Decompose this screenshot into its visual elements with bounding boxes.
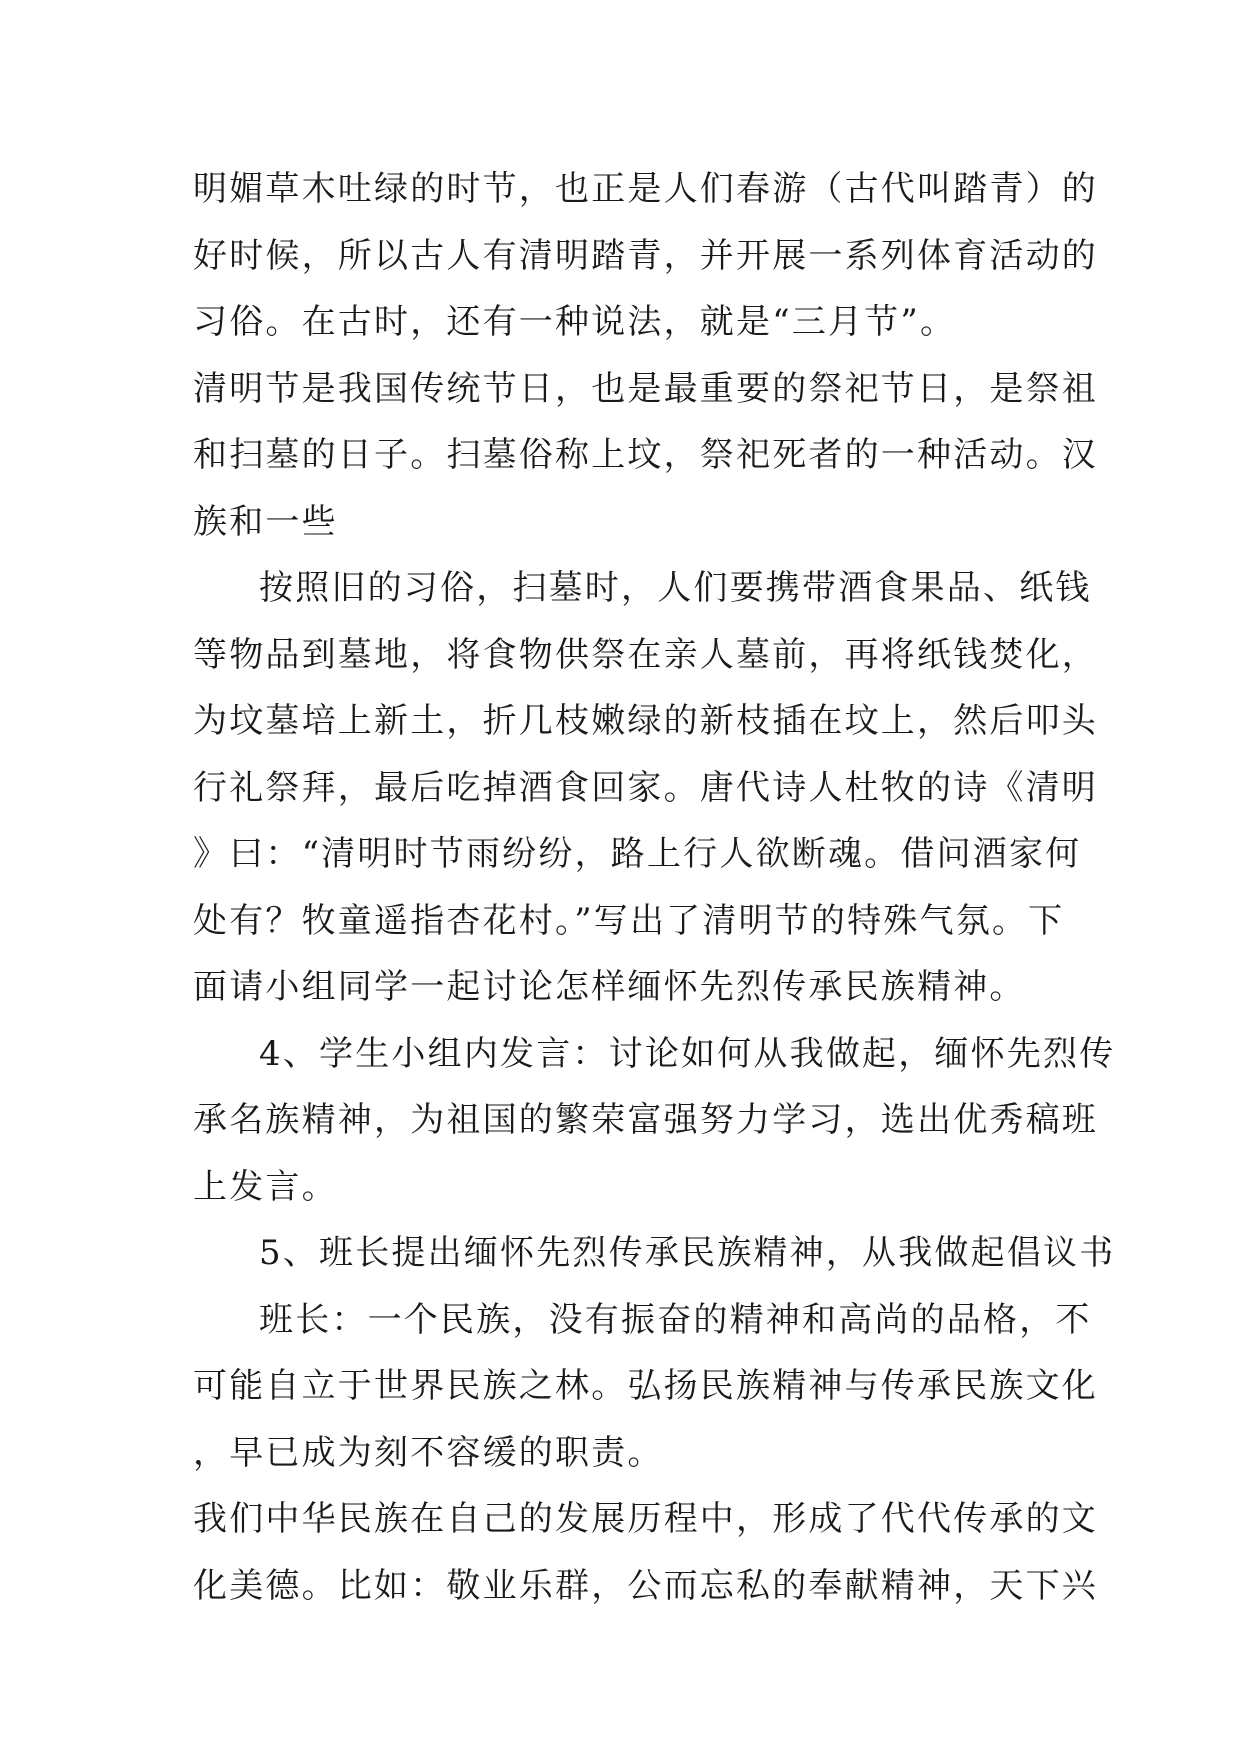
- text-line: 为坟墓培上新土，折几枝嫩绿的新枝插在坟上，然后叩头: [193, 701, 1098, 741]
- text-line: 好时候，所以古人有清明踏青，并开展一系列体育活动的: [193, 235, 1098, 276]
- text-line: 处有？牧童遥指杏花村。”写出了清明节的特殊气氛。下: [193, 900, 1065, 941]
- text-line: 5、班长提出缅怀先烈传承民族精神，从我做起倡议书: [259, 1233, 1116, 1273]
- text-line: 等物品到墓地，将食物供祭在亲人墓前，再将纸钱焚化，: [193, 634, 1098, 675]
- text-line: 明媚草木吐绿的时节，也正是人们春游（古代叫踏青）的: [193, 169, 1098, 209]
- text-line: 习俗。在古时，还有一种说法，就是“三月节”。: [193, 302, 957, 342]
- text-line: 承名族精神，为祖国的繁荣富强努力学习，选出优秀稿班: [193, 1100, 1098, 1140]
- text-line: 》曰：“清明时节雨纷纷，路上行人欲断魂。借问酒家何: [193, 834, 1082, 874]
- text-line: 上发言。: [193, 1166, 338, 1207]
- text-line: 族和一些: [193, 501, 338, 542]
- text-line: ，早已成为刻不容缓的职责。: [193, 1432, 664, 1473]
- document-body: [193, 156, 1116, 1619]
- text-line: 化美德。比如：敬业乐群，公而忘私的奉献精神，天下兴: [193, 1565, 1098, 1606]
- text-line: 按照旧的习俗，扫墓时，人们要携带酒食果品、纸钱: [259, 568, 1092, 608]
- text-line: 和扫墓的日子。扫墓俗称上坟，祭祀死者的一种活动。汉: [193, 435, 1098, 475]
- text-line: 4、学生小组内发言：讨论如何从我做起，缅怀先烈传: [259, 1033, 1116, 1074]
- text-line: 行礼祭拜，最后吃掉酒食回家。唐代诗人杜牧的诗《清明: [193, 767, 1098, 808]
- text-line: 清明节是我国传统节日，也是最重要的祭祀节日，是祭祖: [193, 368, 1098, 409]
- text-line: 可能自立于世界民族之林。弘扬民族精神与传承民族文化: [193, 1366, 1098, 1406]
- text-line: 班长：一个民族，没有振奋的精神和高尚的品格，不: [259, 1299, 1092, 1340]
- text-line: 面请小组同学一起讨论怎样缅怀先烈传承民族精神。: [193, 967, 1026, 1007]
- text-line: 我们中华民族在自己的发展历程中，形成了代代传承的文: [193, 1499, 1098, 1539]
